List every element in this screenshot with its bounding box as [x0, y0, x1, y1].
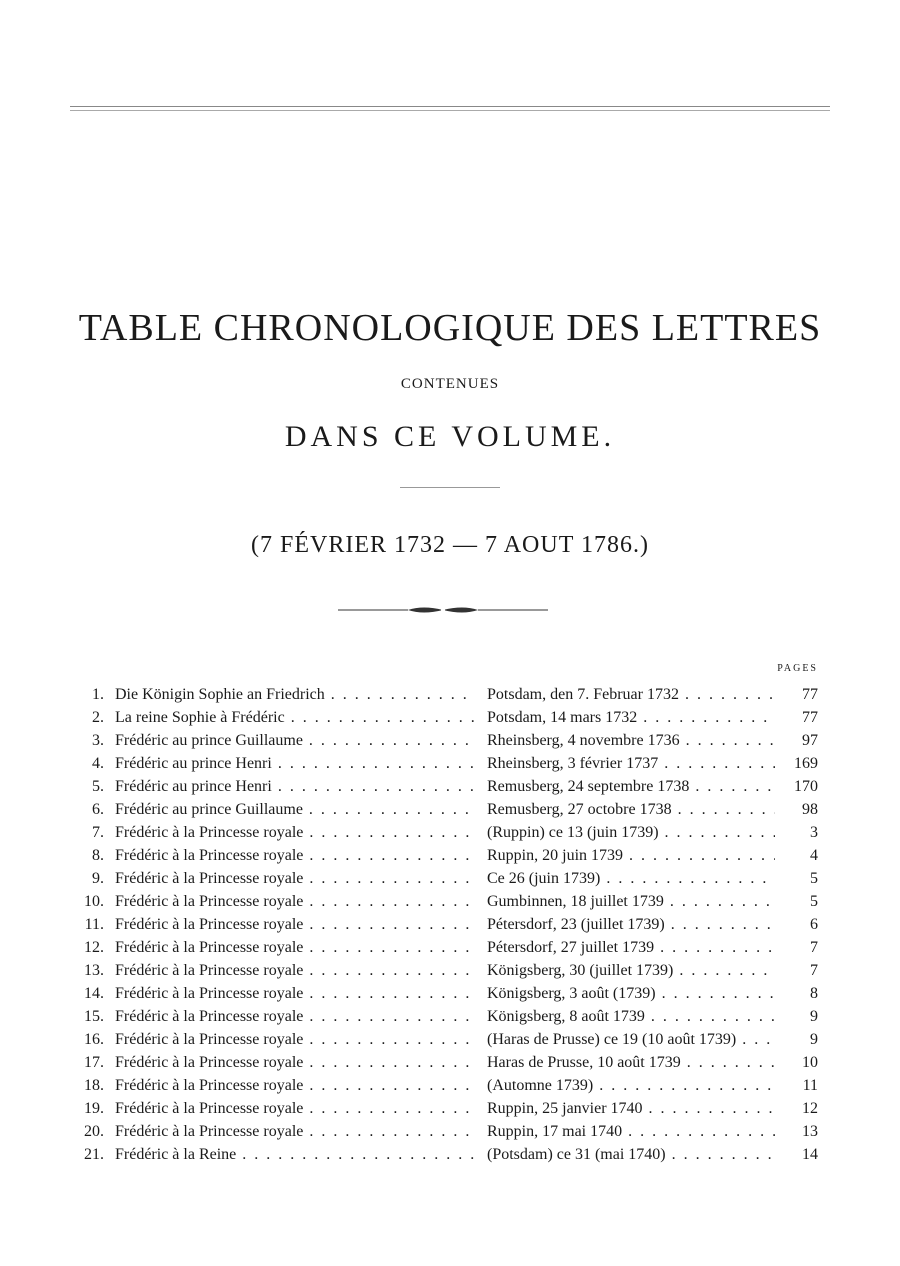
entry-number: 15.	[84, 1008, 104, 1025]
toc-entry	[0, 729, 900, 752]
entry-page-number: 11	[802, 1077, 818, 1094]
entry-number: 2.	[92, 709, 104, 726]
entry-correspondents: Frédéric à la Princesse royale . . .	[115, 1120, 475, 1143]
top-double-rule	[70, 106, 830, 111]
toc-entry	[0, 1005, 900, 1028]
entry-place-date: Pétersdorf, 23 (juillet 1739) . . .	[487, 913, 775, 936]
entry-number: 11.	[84, 916, 104, 933]
entry-correspondents: Frédéric à la Princesse royale . . .	[115, 1051, 475, 1074]
entry-place-date: Rheinsberg, 3 février 1737 . . .	[487, 752, 775, 775]
entry-correspondents: Frédéric au prince Guillaume . . .	[115, 729, 475, 752]
toc-entry	[0, 890, 900, 913]
entry-page-number: 12	[802, 1100, 818, 1117]
entry-number: 4.	[92, 755, 104, 772]
entry-place-date: Pétersdorf, 27 juillet 1739 . . .	[487, 936, 775, 959]
toc-entry	[0, 798, 900, 821]
entry-place-date: Potsdam, 14 mars 1732 . . .	[487, 706, 775, 729]
entry-correspondents: Frédéric au prince Henri . . .	[115, 752, 475, 775]
entry-place-date: Ruppin, 17 mai 1740 . . .	[487, 1120, 775, 1143]
toc-entry	[0, 936, 900, 959]
toc-entry	[0, 1074, 900, 1097]
entry-page-number: 8	[810, 985, 818, 1002]
entry-place-date: Haras de Prusse, 10 août 1739 . . .	[487, 1051, 775, 1074]
toc-entry	[0, 913, 900, 936]
ornament-divider-icon	[338, 603, 548, 617]
entry-number: 19.	[84, 1100, 104, 1117]
entry-number: 9.	[92, 870, 104, 887]
entry-page-number: 10	[802, 1054, 818, 1071]
page-subtitle: CONTENUES	[400, 376, 500, 392]
entry-page-number: 7	[810, 962, 818, 979]
toc-entry	[0, 706, 900, 729]
table-of-contents	[0, 683, 900, 1166]
entry-page-number: 14	[802, 1146, 818, 1163]
entry-place-date: Ce 26 (juin 1739) . . .	[487, 867, 775, 890]
entry-correspondents: Frédéric à la Princesse royale . . .	[115, 1074, 475, 1097]
entry-correspondents: Frédéric à la Princesse royale . . .	[115, 1097, 475, 1120]
entry-number: 20.	[84, 1123, 104, 1140]
title-divider	[400, 487, 500, 488]
entry-number: 8.	[92, 847, 104, 864]
entry-page-number: 7	[810, 939, 818, 956]
entry-place-date: Rheinsberg, 4 novembre 1736 . . .	[487, 729, 775, 752]
entry-number: 6.	[92, 801, 104, 818]
pages-column-label: PAGES	[777, 663, 818, 674]
entry-page-number: 5	[810, 870, 818, 887]
entry-correspondents: Frédéric à la Princesse royale . . .	[115, 821, 475, 844]
entry-correspondents: Frédéric à la Princesse royale . . .	[115, 867, 475, 890]
toc-entry	[0, 1097, 900, 1120]
entry-correspondents: Frédéric à la Reine . . .	[115, 1143, 475, 1166]
toc-entry	[0, 1028, 900, 1051]
entry-place-date: Ruppin, 20 juin 1739 . . .	[487, 844, 775, 867]
entry-page-number: 9	[810, 1031, 818, 1048]
toc-entry	[0, 821, 900, 844]
page-title-second-line: DANS CE VOLUME.	[284, 420, 616, 453]
entry-page-number: 169	[794, 755, 818, 772]
entry-number: 14.	[84, 985, 104, 1002]
entry-place-date: Ruppin, 25 janvier 1740 . . .	[487, 1097, 775, 1120]
entry-place-date: (Potsdam) ce 31 (mai 1740) . . .	[487, 1143, 775, 1166]
entry-place-date: Remusberg, 27 octobre 1738 . . .	[487, 798, 775, 821]
entry-page-number: 97	[802, 732, 818, 749]
entry-correspondents: Frédéric à la Princesse royale . . .	[115, 936, 475, 959]
toc-entry	[0, 1143, 900, 1166]
entry-number: 7.	[92, 824, 104, 841]
entry-page-number: 4	[810, 847, 818, 864]
entry-number: 21.	[84, 1146, 104, 1163]
toc-entry	[0, 1120, 900, 1143]
page-title: TABLE CHRONOLOGIQUE DES LETTRES	[78, 307, 822, 349]
entry-page-number: 98	[802, 801, 818, 818]
entry-number: 3.	[92, 732, 104, 749]
entry-place-date: Gumbinnen, 18 juillet 1739 . . .	[487, 890, 775, 913]
entry-place-date: (Ruppin) ce 13 (juin 1739) . . .	[487, 821, 775, 844]
entry-correspondents: Frédéric à la Princesse royale . . .	[115, 959, 475, 982]
entry-place-date: Remusberg, 24 septembre 1738 . . .	[487, 775, 775, 798]
entry-correspondents: Frédéric au prince Guillaume . . .	[115, 798, 475, 821]
entry-number: 13.	[84, 962, 104, 979]
toc-entry	[0, 867, 900, 890]
entry-page-number: 77	[802, 686, 818, 703]
entry-correspondents: Frédéric à la Princesse royale . . .	[115, 913, 475, 936]
entry-place-date: Königsberg, 8 août 1739 . . .	[487, 1005, 775, 1028]
entry-number: 5.	[92, 778, 104, 795]
entry-number: 18.	[84, 1077, 104, 1094]
toc-entry	[0, 982, 900, 1005]
entry-page-number: 77	[802, 709, 818, 726]
entry-number: 16.	[84, 1031, 104, 1048]
entry-page-number: 5	[810, 893, 818, 910]
entry-place-date: (Automne 1739) . . .	[487, 1074, 775, 1097]
entry-correspondents: Frédéric à la Princesse royale . . .	[115, 890, 475, 913]
entry-correspondents: Frédéric à la Princesse royale . . .	[115, 1028, 475, 1051]
toc-entry	[0, 683, 900, 706]
toc-entry	[0, 775, 900, 798]
entry-place-date: (Haras de Prusse) ce 19 (10 août 1739) . . .	[487, 1028, 775, 1051]
entry-correspondents: Die Königin Sophie an Friedrich . . .	[115, 683, 475, 706]
entry-page-number: 6	[810, 916, 818, 933]
toc-entry	[0, 844, 900, 867]
entry-correspondents: La reine Sophie à Frédéric . . .	[115, 706, 475, 729]
entry-page-number: 9	[810, 1008, 818, 1025]
entry-correspondents: Frédéric à la Princesse royale . . .	[115, 982, 475, 1005]
entry-place-date: Königsberg, 30 (juillet 1739) . . .	[487, 959, 775, 982]
entry-page-number: 3	[810, 824, 818, 841]
date-range: (7 FÉVRIER 1732 — 7 AOUT 1786.)	[251, 532, 649, 558]
toc-entry	[0, 959, 900, 982]
entry-correspondents: Frédéric à la Princesse royale . . .	[115, 1005, 475, 1028]
entry-page-number: 170	[794, 778, 818, 795]
entry-correspondents: Frédéric au prince Henri . . .	[115, 775, 475, 798]
entry-number: 12.	[84, 939, 104, 956]
entry-page-number: 13	[802, 1123, 818, 1140]
entry-number: 10.	[84, 893, 104, 910]
entry-number: 17.	[84, 1054, 104, 1071]
entry-place-date: Königsberg, 3 août (1739) . . .	[487, 982, 775, 1005]
toc-entry	[0, 1051, 900, 1074]
entry-correspondents: Frédéric à la Princesse royale . . .	[115, 844, 475, 867]
toc-entry	[0, 752, 900, 775]
entry-number: 1.	[92, 686, 104, 703]
entry-place-date: Potsdam, den 7. Februar 1732 . . .	[487, 683, 775, 706]
